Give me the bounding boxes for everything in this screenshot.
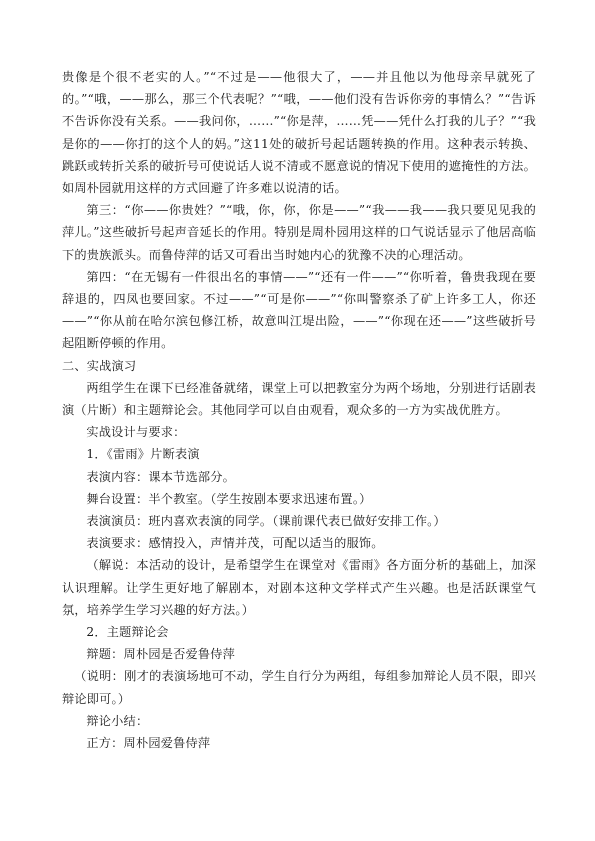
paragraph-debate-note: （说明：刚才的表演场地可不动，学生自行分为两组，每组参加辩论人员不限，即兴辩论即可。） <box>62 669 536 706</box>
paragraph-practice-intro: 两组学生在课下已经准备就绪，课堂上可以把教室分为两个场地，分别进行话剧表演（片断）和主题辩论会。其他同学可以自由观看，观众多的一方为实战优胜方。 <box>62 380 536 418</box>
paragraph-stage-setup: 舞台设置：半个教室。（学生按剧本要求迅速布置。） <box>86 491 372 506</box>
paragraph-point-four: 第四：“在无锡有一件很出名的事情——”“还有一件——”“你听着，鲁贵我现在要辞退的，四凤也要回家。不过——”“可是你——”“你叫警察杀了矿上许多工人，你还——”“你从前在哈尔滨包修江桥，故意叫江堤出险，——”“你现在还——”这些破折号起阻断停顿的作用。 <box>62 269 536 351</box>
paragraph-explanation: （解说：本活动的设计，是希望学生在课堂对《雷雨》各方面分析的基础上，加深认识理解。让学生更好地了解剧本，对剧本这种文学样式产生兴趣。也是活跃课堂气氛，培养学生学习兴趣的好方法。） <box>62 558 536 617</box>
section-heading-practice: 二、实战演习 <box>62 358 137 373</box>
paragraph-dash-topic-shift: 贵像是个很不老实的人。”“不过是——他很大了，——并且他以为他母亲早就死了的。”“哦，——那么，那三个代表呢？”“哦，——他们没有告诉你旁的事情么？”“告诉不告诉你没有关系。——我问你，……”“你是萍，……凭——凭什么打我的儿子？”“我是你的——你打的这个人的妈。”这11处的破折号起话题转换的作用。这种表示转换、跳跃或转折关系的破折号可使说话人说不清或不愿意说的情况下使用的遮掩性的方法。如周朴园就用这样的方式回避了许多难以说清的话。 <box>62 70 536 196</box>
paragraph-performance-content: 表演内容：课本节选部分。 <box>86 469 236 484</box>
paragraph-performance-requirements: 表演要求：感情投入，声情并茂，可配以适当的服饰。 <box>86 536 384 551</box>
paragraph-affirmative-side: 正方：周朴园爱鲁侍萍 <box>86 736 211 751</box>
paragraph-debate-summary: 辩论小结： <box>86 713 149 728</box>
paragraph-actors: 表演演员：班内喜欢表演的同学。（课前课代表已做好安排工作。） <box>86 514 446 529</box>
subheading-debate: 2．主题辩论会 <box>86 625 169 640</box>
subheading-play-excerpt: 1．《雷雨》片断表演 <box>86 447 200 462</box>
paragraph-design-requirements: 实战设计与要求： <box>86 425 186 440</box>
document-body <box>62 66 536 754</box>
paragraph-point-three: 第三：“你——你贵姓？”“哦，你，你，你是——”“我——我——我只要见见我的萍儿。”这些破折号起声音延长的作用。特别是周朴园用这样的口气说话显示了他居高临下的贵族派头。而鲁侍萍的话又可看出当时她内心的犹豫不决的心理活动。 <box>62 203 536 262</box>
paragraph-debate-topic: 辩题：周朴园是否爱鲁侍萍 <box>86 647 236 662</box>
